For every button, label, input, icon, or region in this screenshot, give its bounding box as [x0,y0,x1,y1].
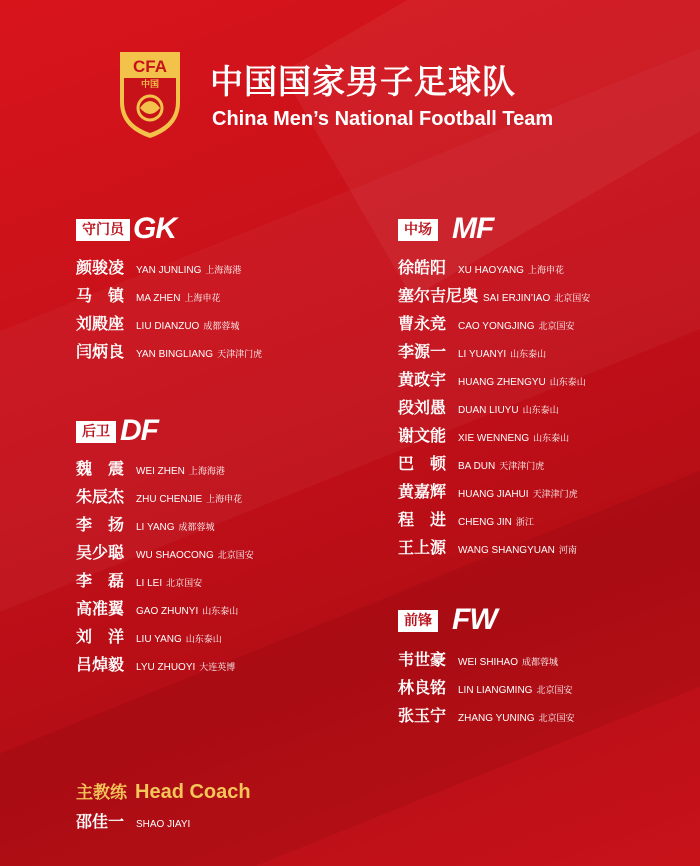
position-label: 后卫 [76,421,116,443]
position-code: DF [120,414,158,447]
player-club: 北京国安 [538,322,575,332]
player-name-en: XU HAOYANG [458,265,524,276]
player-club: 天津津门虎 [499,462,545,472]
player-name-en: ZHU CHENJIE [136,494,203,505]
player-club: 上海申花 [184,294,221,304]
player-name-cn: 段刘愚 [398,398,447,417]
cfa-crest-logo [118,50,182,140]
player-name-cn: 高准翼 [76,599,125,618]
player-name-en: CHENG JIN [458,517,512,528]
player-name-en: LI YUANYI [458,349,507,360]
position-label: 前锋 [398,610,438,632]
player-name-en: WANG SHANGYUAN [458,545,555,556]
player-name-cn: 塞尔吉尼奥 [398,286,479,305]
position-label: 守门员 [76,219,130,241]
player-name-en: WU SHAOCONG [136,550,214,561]
player-name-cn: 张玉宁 [398,706,447,725]
position-code: GK [133,212,176,245]
coach-name-en: SHAO JIAYI [136,819,191,830]
coach-name-cn: 邵佳一 [76,812,125,831]
player-name-cn: 李源一 [398,342,447,361]
player-name-cn: 李 扬 [76,515,125,534]
player-name-cn: 李 磊 [76,571,125,590]
player-club: 山东泰山 [549,378,586,388]
player-name-en: YAN JUNLING [136,265,202,276]
player-name-cn: 林良铭 [398,678,447,697]
player-club: 北京国安 [538,714,575,724]
player-name-en: XIE WENNENG [458,433,530,444]
player-club: 山东泰山 [510,350,547,360]
crest-text: CFA [133,57,167,76]
player-name-en: BA DUN [458,461,496,472]
player-club: 天津津门虎 [532,490,578,500]
player-name-cn: 谢文能 [398,426,447,445]
player-name-cn: 吴少聪 [76,543,125,562]
player-name-cn: 黄嘉辉 [398,482,447,501]
player-club: 北京国安 [554,294,591,304]
player-name-en: LYU ZHUOYI [136,662,196,673]
player-name-en: YAN BINGLIANG [136,349,214,360]
player-club: 上海海港 [205,266,242,276]
player-club: 上海海港 [188,467,225,477]
player-name-cn: 闫炳良 [76,342,125,361]
player-name-cn: 曹永竞 [398,314,447,333]
player-name-cn: 吕焯毅 [76,655,125,674]
player-name-en: LI YANG [136,522,175,533]
player-name-cn: 程 进 [398,510,447,529]
player-name-cn: 徐皓阳 [398,258,447,277]
player-name-en: HUANG ZHENGYU [458,377,546,388]
player-name-cn: 魏 震 [76,459,125,478]
position-label: 中场 [398,219,438,241]
player-club: 成都蓉城 [203,322,240,332]
background-stripe [282,0,700,298]
player-name-en: CAO YONGJING [458,321,535,332]
player-club: 成都蓉城 [522,658,559,668]
player-name-en: LIU DIANZUO [136,321,200,332]
head-coach-label-cn: 主教练 [76,783,127,803]
player-name-cn: 韦世豪 [398,650,447,669]
player-club: 天津津门虎 [217,350,263,360]
player-name-cn: 颜骏凌 [76,258,125,277]
player-name-cn: 王上源 [398,538,447,557]
player-name-en: MA ZHEN [136,293,181,304]
player-club: 山东泰山 [185,635,222,645]
head-coach-label-en: Head Coach [135,781,251,803]
player-club: 河南 [558,546,577,556]
player-name-en: WEI SHIHAO [458,657,519,668]
player-club: 山东泰山 [202,607,239,617]
player-name-cn: 巴 顿 [398,454,447,473]
player-club: 北京国安 [166,579,203,589]
player-name-en: HUANG JIAHUI [458,489,529,500]
player-club: 山东泰山 [522,406,559,416]
position-code: FW [452,603,497,636]
player-name-cn: 刘殿座 [76,314,125,333]
player-club: 北京国安 [536,686,573,696]
player-club: 山东泰山 [533,434,570,444]
player-name-en: ZHANG YUNING [458,713,535,724]
player-name-en: SAI ERJIN’IAO [483,293,551,304]
player-name-en: WEI ZHEN [136,466,185,477]
player-club: 上海申花 [206,495,243,505]
player-name-en: GAO ZHUNYI [136,606,199,617]
player-name-cn: 马 镇 [76,286,125,305]
player-name-en: LIU YANG [136,634,182,645]
team-title-en: China Men’s National Football Team [212,108,554,130]
head-coach-heading [76,778,251,804]
crest-subtext: 中国 [140,80,160,90]
player-club: 大连英博 [199,663,236,673]
player-club: 浙江 [515,518,534,528]
team-title-cn: 中国国家男子足球队 [210,62,516,101]
player-name-cn: 朱辰杰 [76,487,125,506]
player-name-cn: 刘 洋 [76,627,125,646]
player-club: 上海申花 [527,266,564,276]
player-club: 北京国安 [217,551,254,561]
position-code: MF [452,212,494,245]
player-name-en: LI LEI [136,578,163,589]
player-club: 成都蓉城 [178,523,215,533]
player-name-en: LIN LIANGMING [458,685,533,696]
player-name-cn: 黄政宇 [398,370,447,389]
player-name-en: DUAN LIUYU [458,405,519,416]
